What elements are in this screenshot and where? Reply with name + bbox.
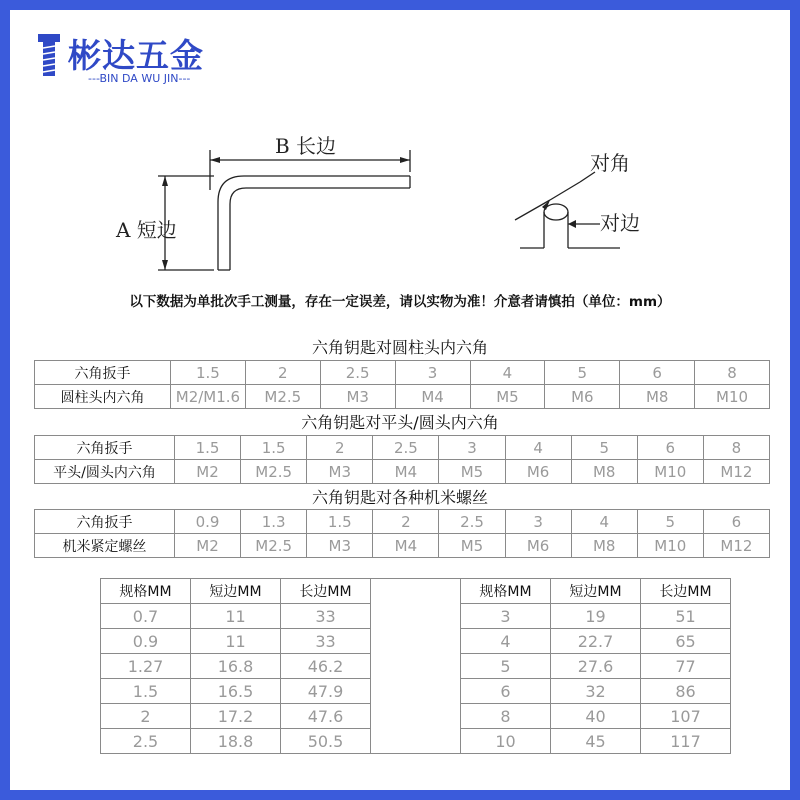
table-cell: 33 bbox=[281, 629, 371, 654]
table-cell: M2.5 bbox=[241, 460, 307, 484]
row-header: 六角扳手 bbox=[35, 510, 175, 534]
table-2-title: 六角钥匙对平头/圆头内六角 bbox=[301, 413, 499, 432]
measurement-notice: 以下数据为单批次手工测量，存在一定误差，请以实物为准！介意者请慎拍（单位：mm） bbox=[129, 294, 671, 310]
table-cell: 6 bbox=[703, 510, 769, 534]
table-row bbox=[35, 510, 770, 534]
table-cell: 2.5 bbox=[320, 361, 395, 385]
table-cell: M10 bbox=[637, 460, 703, 484]
table-cell: 8 bbox=[703, 436, 769, 460]
column-header: 长边MM bbox=[281, 579, 371, 604]
column-header: 长边MM bbox=[641, 579, 731, 604]
table-cell: M3 bbox=[307, 534, 373, 558]
short-side-label: A 短边 bbox=[116, 218, 177, 242]
hex-key-diagram bbox=[110, 120, 710, 290]
row-header: 圆柱头内六角 bbox=[35, 385, 171, 409]
table-cell: 17.2 bbox=[191, 704, 281, 729]
table-cell: M6 bbox=[505, 534, 571, 558]
table-cell: 1.5 bbox=[101, 679, 191, 704]
button-head-table bbox=[34, 435, 770, 484]
table-cell: M10 bbox=[695, 385, 770, 409]
table-row bbox=[101, 654, 731, 679]
table-cell: 0.9 bbox=[175, 510, 241, 534]
table-cell: 19 bbox=[551, 604, 641, 629]
table-cell: 3 bbox=[505, 510, 571, 534]
table-cell: 10 bbox=[461, 729, 551, 754]
table-cell: M6 bbox=[505, 460, 571, 484]
table-cell: M2/M1.6 bbox=[171, 385, 246, 409]
table-cell: 5 bbox=[571, 436, 637, 460]
diagonal-label: 对角 bbox=[590, 151, 630, 175]
table-cell: 3 bbox=[461, 604, 551, 629]
table-row bbox=[35, 385, 770, 409]
table-cell: 5 bbox=[545, 361, 620, 385]
table-cell: 16.8 bbox=[191, 654, 281, 679]
row-header: 机米紧定螺丝 bbox=[35, 534, 175, 558]
table-cell: 22.7 bbox=[551, 629, 641, 654]
table-cell: 47.6 bbox=[281, 704, 371, 729]
table-cell: 77 bbox=[641, 654, 731, 679]
table-cell: 0.7 bbox=[101, 604, 191, 629]
table-cell: 2 bbox=[245, 361, 320, 385]
table-header-row bbox=[101, 579, 731, 604]
table-cell: 2.5 bbox=[373, 436, 439, 460]
table-cell: 47.9 bbox=[281, 679, 371, 704]
table-cell: M5 bbox=[439, 534, 505, 558]
table-cell: M2 bbox=[175, 460, 241, 484]
table-cell: M12 bbox=[703, 460, 769, 484]
table-cell: 2 bbox=[101, 704, 191, 729]
table-cell: 16.5 bbox=[191, 679, 281, 704]
table-cell: 4 bbox=[470, 361, 545, 385]
table-cell: M5 bbox=[470, 385, 545, 409]
table-cell: 4 bbox=[505, 436, 571, 460]
table-cell: 2.5 bbox=[101, 729, 191, 754]
table-cell: M3 bbox=[307, 460, 373, 484]
table-cell: 8 bbox=[461, 704, 551, 729]
table-cell: M6 bbox=[545, 385, 620, 409]
table-cell: M10 bbox=[637, 534, 703, 558]
dimensions-table bbox=[100, 578, 731, 754]
table-cell: 6 bbox=[461, 679, 551, 704]
table-cell: 27.6 bbox=[551, 654, 641, 679]
hex-cross-section bbox=[515, 172, 620, 248]
table-cell: 86 bbox=[641, 679, 731, 704]
brand-title: 彬达五金 bbox=[68, 36, 204, 75]
table-cell: 45 bbox=[551, 729, 641, 754]
column-header: 短边MM bbox=[551, 579, 641, 604]
table-cell: M12 bbox=[703, 534, 769, 558]
table-row bbox=[101, 704, 731, 729]
table-cell: 65 bbox=[641, 629, 731, 654]
table-row bbox=[35, 460, 770, 484]
table-cell: 2.5 bbox=[439, 510, 505, 534]
table-cell: 33 bbox=[281, 604, 371, 629]
table-cell: 4 bbox=[461, 629, 551, 654]
table-row bbox=[35, 436, 770, 460]
table-cell: 40 bbox=[551, 704, 641, 729]
table-row bbox=[101, 679, 731, 704]
table-cell: 3 bbox=[395, 361, 470, 385]
dimension-arrowheads bbox=[162, 157, 410, 270]
flat-label: 对边 bbox=[600, 211, 640, 235]
table-cell: 4 bbox=[571, 510, 637, 534]
table-row bbox=[101, 604, 731, 629]
table-cell: 107 bbox=[641, 704, 731, 729]
table-cell: 5 bbox=[461, 654, 551, 679]
table-row bbox=[101, 629, 731, 654]
brand-logo bbox=[36, 30, 236, 90]
column-header: 短边MM bbox=[191, 579, 281, 604]
table-cell: M2 bbox=[175, 534, 241, 558]
table-cell: M8 bbox=[620, 385, 695, 409]
column-header: 规格MM bbox=[101, 579, 191, 604]
table-cell: 5 bbox=[637, 510, 703, 534]
l-key-drawing bbox=[158, 150, 410, 270]
cap-screw-table bbox=[34, 360, 770, 409]
table-cell: 6 bbox=[620, 361, 695, 385]
table-cell: M8 bbox=[571, 460, 637, 484]
table-cell: 2 bbox=[373, 510, 439, 534]
table-1-title: 六角钥匙对圆柱头内六角 bbox=[311, 338, 488, 357]
table-cell: 1.5 bbox=[307, 510, 373, 534]
set-screw-table bbox=[34, 509, 770, 558]
table-cell: M8 bbox=[571, 534, 637, 558]
table-cell: 11 bbox=[191, 604, 281, 629]
bolt-icon bbox=[36, 34, 62, 78]
table-cell: 50.5 bbox=[281, 729, 371, 754]
long-side-label: B 长边 bbox=[275, 134, 337, 158]
table-cell: 46.2 bbox=[281, 654, 371, 679]
table-cell: M2.5 bbox=[245, 385, 320, 409]
table-cell: 1.5 bbox=[175, 436, 241, 460]
table-cell: M4 bbox=[395, 385, 470, 409]
table-row bbox=[101, 729, 731, 754]
table-cell: M3 bbox=[320, 385, 395, 409]
table-cell: 1.5 bbox=[171, 361, 246, 385]
table-cell: 6 bbox=[637, 436, 703, 460]
table-cell: M4 bbox=[373, 534, 439, 558]
table-cell: 18.8 bbox=[191, 729, 281, 754]
row-header: 平头/圆头内六角 bbox=[35, 460, 175, 484]
table-cell: M4 bbox=[373, 460, 439, 484]
table-cell: 11 bbox=[191, 629, 281, 654]
table-cell: 8 bbox=[695, 361, 770, 385]
row-header: 六角扳手 bbox=[35, 361, 171, 385]
row-header: 六角扳手 bbox=[35, 436, 175, 460]
table-cell: 117 bbox=[641, 729, 731, 754]
brand-subtitle: ---BIN DA WU JIN--- bbox=[88, 72, 191, 85]
table-cell: 3 bbox=[439, 436, 505, 460]
column-header: 规格MM bbox=[461, 579, 551, 604]
table-cell: 2 bbox=[307, 436, 373, 460]
table-row bbox=[35, 361, 770, 385]
table-3-title: 六角钥匙对各种机米螺丝 bbox=[311, 488, 488, 507]
table-cell: 1.27 bbox=[101, 654, 191, 679]
table-row bbox=[35, 534, 770, 558]
table-cell: 51 bbox=[641, 604, 731, 629]
table-cell: 32 bbox=[551, 679, 641, 704]
table-cell: 1.3 bbox=[241, 510, 307, 534]
table-cell: 0.9 bbox=[101, 629, 191, 654]
table-cell: M2.5 bbox=[241, 534, 307, 558]
table-cell: 1.5 bbox=[241, 436, 307, 460]
table-cell: M5 bbox=[439, 460, 505, 484]
